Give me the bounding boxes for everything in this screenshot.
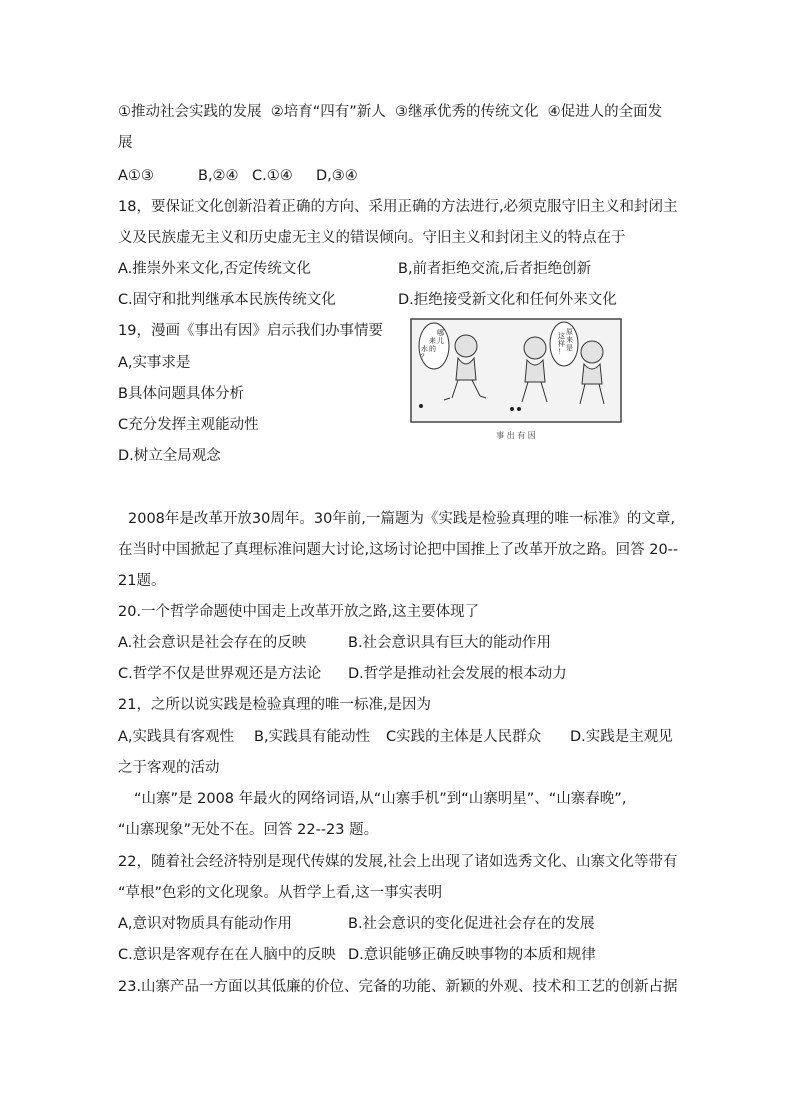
q20-stem: 20.一个哲学命题使中国走上改革开放之路,这主要体现了 xyxy=(118,604,480,620)
q22-option-a: A,意识对物质具有能动作用 xyxy=(118,916,293,932)
cartoon-figure xyxy=(410,318,622,444)
q18-option-c: C.固守和批判继承本民族传统文化 xyxy=(118,292,336,308)
q17-options-line1: ①推动社会实践的发展 ②培育“四有”新人 ③继承优秀的传统文化 ④促进人的全面发 xyxy=(118,104,663,120)
q21-option-d: D.实践是主观见 xyxy=(570,729,673,745)
cartoon-caption: 事 出 有 因 xyxy=(496,431,536,440)
q20-option-c: C.哲学不仅是世界观还是方法论 xyxy=(118,666,322,682)
q19-option-a: A,实事求是 xyxy=(118,355,191,371)
q20-option-d: D.哲学是推动社会发展的根本动力 xyxy=(348,666,567,682)
q22-option-c: C.意识是客观存在在人脑中的反映 xyxy=(118,947,336,963)
q22-option-d: D.意识能够正确反映事物的本质和规律 xyxy=(348,947,596,963)
q18-stem-line1: 18，要保证文化创新沿着正确的方向、采用正确的方法进行,必须克服守旧主义和封闭主 xyxy=(118,199,678,215)
passage1-line3: 21题。 xyxy=(118,573,166,589)
q19-option-d: D.树立全局观念 xyxy=(118,448,221,464)
q21-option-d-continued: 之于客观的活动 xyxy=(118,760,220,776)
passage2-line2: “山寨现象”无处不在。回答 22--23 题。 xyxy=(118,822,379,838)
q22-stem-line1: 22，随着社会经济特别是现代传媒的发展,社会上出现了诸如选秀文化、山寨文化等带有 xyxy=(118,854,678,870)
q17-answer-b: B,②④ xyxy=(198,168,239,184)
q17-answer-a: A①③ xyxy=(118,168,154,184)
q18-option-b: B,前者拒绝交流,后者拒绝创新 xyxy=(398,261,592,277)
q20-option-a: A.社会意识是社会存在的反映 xyxy=(118,635,307,651)
q17-options-line2: 展 xyxy=(118,135,133,151)
passage1-line2: 在当时中国掀起了真理标准问题大讨论,这场讨论把中国推上了改革开放之路。回答 20-- xyxy=(118,542,679,558)
q21-stem: 21，之所以说实践是检验真理的唯一标准,是因为 xyxy=(118,697,432,713)
q18-option-d: D.拒绝接受新文化和任何外来文化 xyxy=(398,292,617,308)
q19-option-b: B具体问题具体分析 xyxy=(118,386,244,402)
cartoon-drawing xyxy=(410,318,622,444)
q22-option-b: B.社会意识的变化促进社会存在的发展 xyxy=(348,916,595,932)
q17-answer-c: C.①④ xyxy=(252,168,293,184)
q21-option-c: C实践的主体是人民群众 xyxy=(386,729,542,745)
passage2-line1: “山寨”是 2008 年最火的网络词语,从“山寨手机”到“山寨明星”、“山寨春晚”, xyxy=(134,791,627,807)
q19-option-c: C充分发挥主观能动性 xyxy=(118,417,259,433)
q18-stem-line2: 义及民族虚无主义和历史虚无主义的错误倾向。守旧主义和封闭主义的特点在于 xyxy=(118,230,626,246)
q23-stem-line1: 23.山寨产品一方面以其低廉的价位、完备的功能、新颖的外观、技术和工艺的创新占据 xyxy=(118,979,678,995)
bubble-1-text: 哪 儿 来 的 水 ？ xyxy=(421,329,444,361)
q21-option-a: A,实践具有客观性 xyxy=(118,729,235,745)
q21-option-b: B,实践具有能动性 xyxy=(254,729,371,745)
q18-option-a: A.推崇外来文化,否定传统文化 xyxy=(118,261,311,277)
q20-option-b: B.社会意识具有巨大的能动作用 xyxy=(348,635,552,651)
passage1-line1: 2008年是改革开放30周年。30年前,一篇题为《实践是检验真理的唯一标准》的文章, xyxy=(128,511,676,527)
q22-stem-line2: “草根”色彩的文化现象。从哲学上看,这一事实表明 xyxy=(118,885,443,901)
bubble-2-text: 原 来 是 这 样 ！ xyxy=(558,328,573,356)
q19-stem: 19，漫画《事出有因》启示我们办事情要 xyxy=(118,323,383,339)
q17-answer-d: D,③④ xyxy=(316,168,358,184)
